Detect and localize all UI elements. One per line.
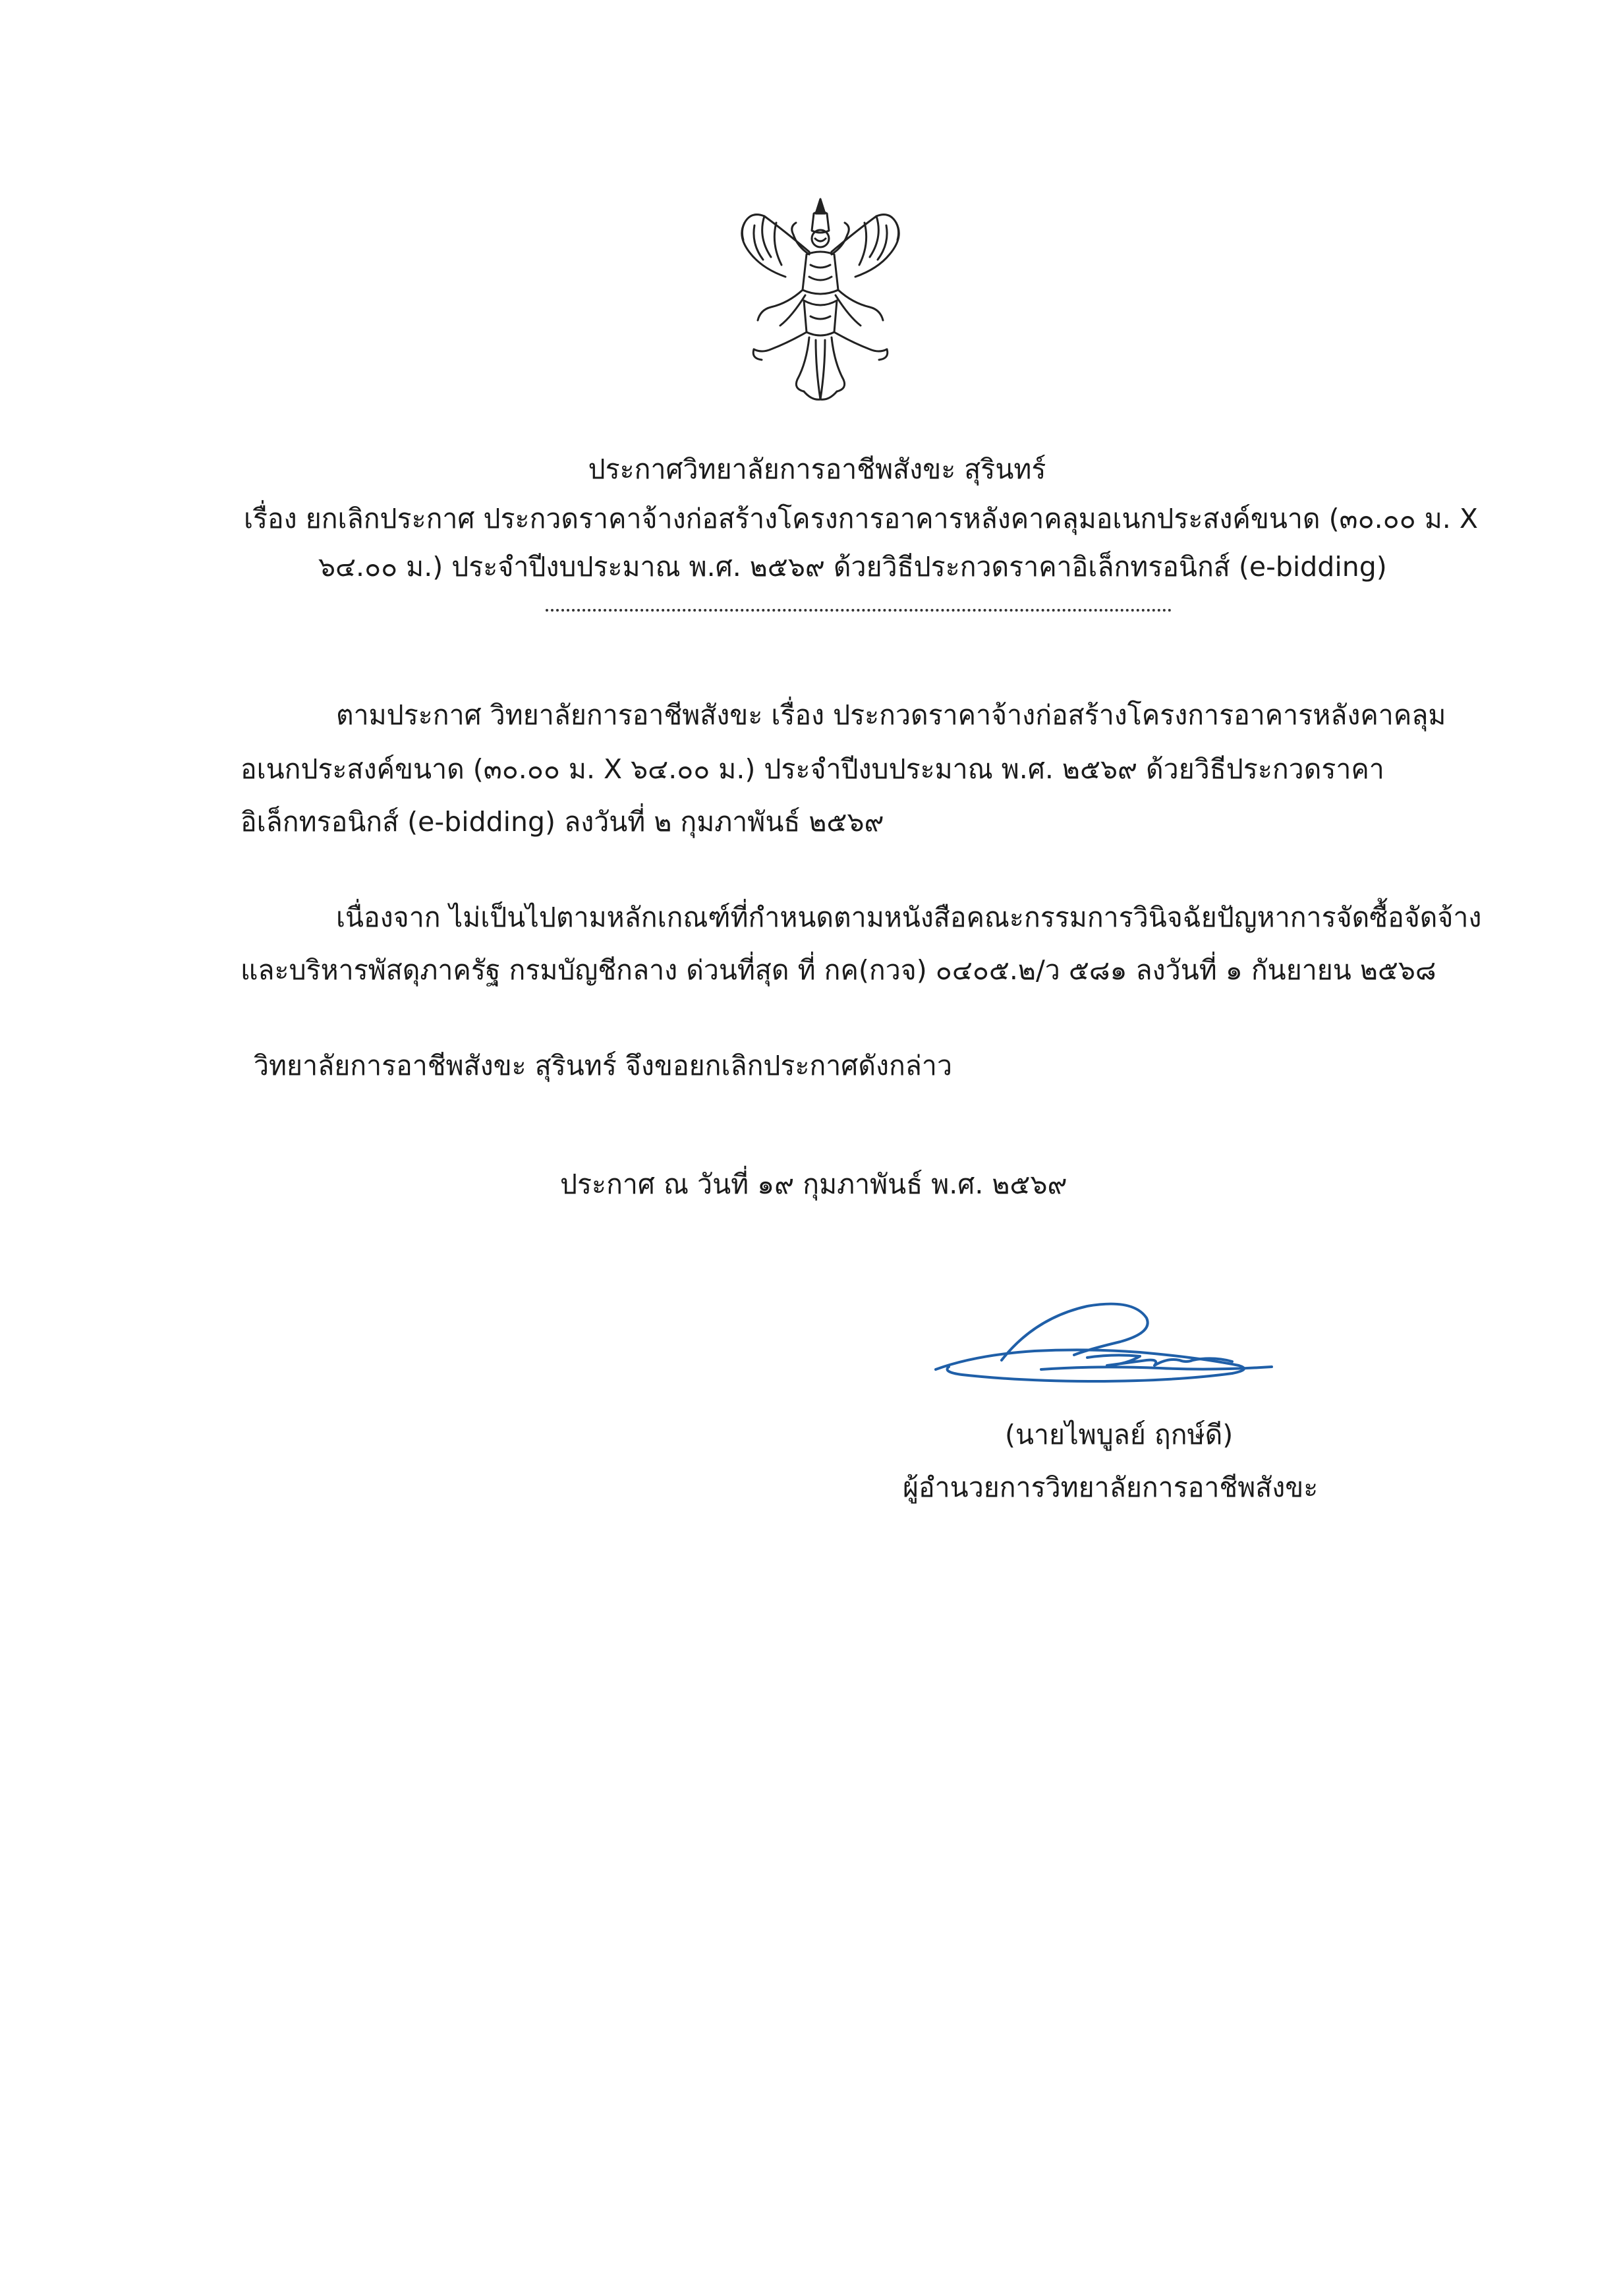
paragraph-1-line-1: ตามประกาศ วิทยาลัยการอาชีพสังขะ เรื่อง ประกวดราคาจ้างก่อสร้างโครงการอาคารหลังคาคลุม [336, 699, 1446, 731]
signatory-position: ผู้อำนวยการวิทยาลัยการอาชีพสังขะ [903, 1472, 1319, 1503]
paragraph-1-line-2: อเนกประสงค์ขนาด (๓๐.๐๐ ม. X ๖๔.๐๐ ม.) ประจำปีงบประมาณ พ.ศ. ๒๕๖๙ ด้วยวิธีประกวดราคา [241, 753, 1384, 785]
signatory-name: (นายไพบูลย์ ฤกษ์ดี) [1005, 1419, 1234, 1450]
announcement-title: ประกาศวิทยาลัยการอาชีพสังขะ สุรินทร์ [588, 453, 1046, 485]
paragraph-3: วิทยาลัยการอาชีพสังขะ สุรินทร์ จึงขอยกเลิกประกาศดังกล่าว [254, 1050, 952, 1081]
announcement-subject-line-1: เรื่อง ยกเลิกประกาศ ประกวดราคาจ้างก่อสร้างโครงการอาคารหลังคาคลุมอเนกประสงค์ขนาด (๓๐.๐๐ ม. X [244, 503, 1478, 534]
paragraph-2-line-2: และบริหารพัสดุภาครัฐ กรมบัญชีกลาง ด่วนที่สุด ที่ กค(กวจ) ๐๔๐๕.๒/ว ๕๘๑ ลงวันที่ ๑ กันยายน ๒๕๖๘ [241, 954, 1436, 986]
handwritten-signature [923, 1292, 1292, 1404]
separator-dotted-line [546, 609, 1172, 612]
paragraph-1-line-3: อิเล็กทรอนิกส์ (e-bidding) ลงวันที่ ๒ กุมภาพันธ์ ๒๕๖๙ [241, 806, 884, 838]
paragraph-2-line-1: เนื่องจาก ไม่เป็นไปตามหลักเกณฑ์ที่กำหนดตามหนังสือคณะกรรมการวินิจฉัยปัญหาการจัดซื้อจัดจ้าง [336, 902, 1482, 933]
announcement-subject-line-2: ๖๔.๐๐ ม.) ประจำปีงบประมาณ พ.ศ. ๒๕๖๙ ด้วยวิธีประกวดราคาอิเล็กทรอนิกส์ (e-bidding) [318, 551, 1387, 583]
announcement-date: ประกาศ ณ วันที่ ๑๙ กุมภาพันธ์ พ.ศ. ๒๕๖๙ [560, 1168, 1067, 1200]
